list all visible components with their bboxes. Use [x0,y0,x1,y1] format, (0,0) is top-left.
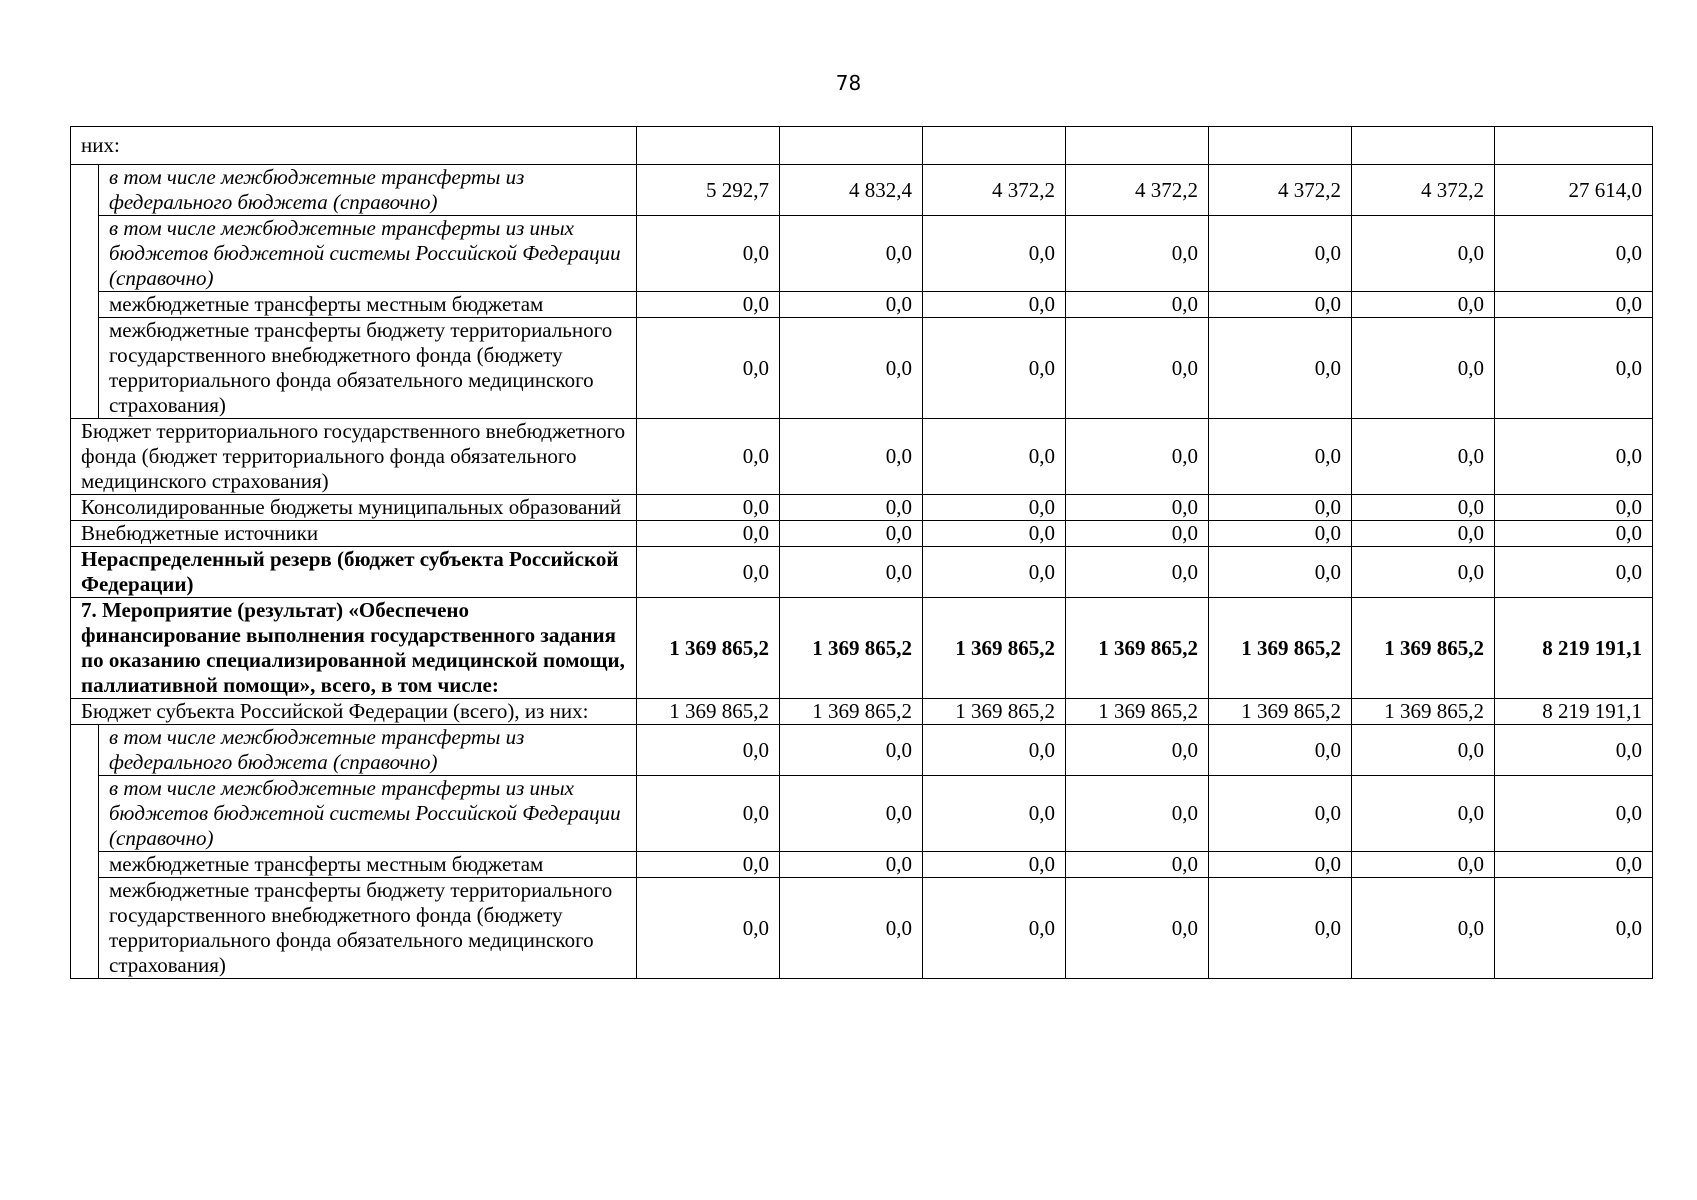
value-cell: 1 369 865,2 [780,598,923,699]
row-label: в том числе межбюджетные трансферты из федерального бюджета (справочно) [99,165,637,216]
value-cell: 0,0 [780,878,923,979]
value-cell [1352,127,1495,165]
value-cell: 0,0 [637,521,780,547]
table-row [71,318,1653,419]
value-cell: 0,0 [923,852,1066,878]
value-cell: 0,0 [1495,852,1653,878]
value-cell: 5 292,7 [637,165,780,216]
value-cell: 0,0 [637,495,780,521]
row-label: межбюджетные трансферты бюджету территориального государственного внебюджетного фонда (бюджету территориального фонда обязательного медицинского страхования) [99,318,637,419]
row-label: межбюджетные трансферты местным бюджетам [99,292,637,318]
value-cell: 0,0 [637,878,780,979]
value-cell: 0,0 [637,547,780,598]
value-cell: 0,0 [1495,292,1653,318]
value-cell [1066,127,1209,165]
row-label: в том числе межбюджетные трансферты из иных бюджетов бюджетной системы Российской Федерации (справочно) [99,776,637,852]
value-cell: 0,0 [1495,318,1653,419]
value-cell: 1 369 865,2 [637,598,780,699]
value-cell: 0,0 [1066,852,1209,878]
table-row [71,725,1653,776]
row-label: Бюджет территориального государственного внебюджетного фонда (бюджет территориального фонда обязательного медицинского страхования) [71,419,637,495]
value-cell: 0,0 [923,216,1066,292]
table-row [71,878,1653,979]
value-cell: 1 369 865,2 [780,699,923,725]
value-cell: 0,0 [1352,292,1495,318]
value-cell: 0,0 [637,419,780,495]
value-cell: 0,0 [1352,216,1495,292]
table-row [71,495,1653,521]
value-cell: 0,0 [1066,216,1209,292]
value-cell: 1 369 865,2 [1066,699,1209,725]
page-number: 78 [835,71,862,95]
value-cell: 0,0 [637,292,780,318]
row-label: в том числе межбюджетные трансферты из иных бюджетов бюджетной системы Российской Федерации (справочно) [99,216,637,292]
row-label: Внебюджетные источники [71,521,637,547]
value-cell: 0,0 [780,216,923,292]
value-cell: 0,0 [1352,852,1495,878]
value-cell: 0,0 [637,776,780,852]
value-cell: 4 372,2 [1209,165,1352,216]
value-cell: 0,0 [1209,725,1352,776]
value-cell: 0,0 [1066,495,1209,521]
value-cell: 0,0 [1352,318,1495,419]
value-cell: 0,0 [780,547,923,598]
row-label: межбюджетные трансферты местным бюджетам [99,852,637,878]
row-label: в том числе межбюджетные трансферты из федерального бюджета (справочно) [99,725,637,776]
value-cell: 0,0 [1209,318,1352,419]
value-cell: 0,0 [1209,547,1352,598]
value-cell: 0,0 [1209,776,1352,852]
budget-table-body [71,127,1653,979]
value-cell: 0,0 [1352,495,1495,521]
value-cell [780,127,923,165]
value-cell: 4 832,4 [780,165,923,216]
value-cell: 27 614,0 [1495,165,1653,216]
value-cell: 0,0 [1352,878,1495,979]
table-row [71,419,1653,495]
value-cell: 0,0 [1066,318,1209,419]
value-cell: 0,0 [1066,547,1209,598]
value-cell: 0,0 [637,725,780,776]
value-cell: 0,0 [1066,776,1209,852]
value-cell [1495,127,1653,165]
value-cell: 4 372,2 [923,165,1066,216]
value-cell: 0,0 [923,725,1066,776]
table-row [71,216,1653,292]
table-row [71,598,1653,699]
value-cell: 1 369 865,2 [923,598,1066,699]
value-cell: 0,0 [1495,776,1653,852]
value-cell: 0,0 [923,547,1066,598]
value-cell: 0,0 [1209,521,1352,547]
table-row [71,699,1653,725]
value-cell: 0,0 [1066,292,1209,318]
value-cell: 0,0 [1209,878,1352,979]
value-cell: 0,0 [780,852,923,878]
budget-table [70,126,1653,979]
value-cell: 4 372,2 [1352,165,1495,216]
value-cell: 0,0 [1495,419,1653,495]
value-cell: 0,0 [780,725,923,776]
row-label: Нераспределенный резерв (бюджет субъекта Российской Федерации) [71,547,637,598]
value-cell: 0,0 [1495,725,1653,776]
value-cell: 0,0 [923,878,1066,979]
table-row [71,521,1653,547]
value-cell: 0,0 [780,776,923,852]
value-cell: 8 219 191,1 [1495,699,1653,725]
value-cell: 8 219 191,1 [1495,598,1653,699]
value-cell: 1 369 865,2 [923,699,1066,725]
value-cell: 0,0 [637,216,780,292]
row-label: межбюджетные трансферты бюджету территориального государственного внебюджетного фонда (бюджету территориального фонда обязательного медицинского страхования) [99,878,637,979]
table-row [71,292,1653,318]
indent-cell [71,725,99,979]
value-cell: 0,0 [1495,521,1653,547]
value-cell: 0,0 [1209,495,1352,521]
value-cell: 4 372,2 [1066,165,1209,216]
value-cell: 0,0 [923,318,1066,419]
value-cell: 0,0 [1352,547,1495,598]
table-row [71,127,1653,165]
value-cell: 0,0 [923,292,1066,318]
row-label: 7. Мероприятие (результат) «Обеспечено финансирование выполнения государственного задания по оказанию специализированной медицинской помощи, паллиативной помощи», всего, в том числе: [71,598,637,699]
value-cell: 1 369 865,2 [1352,598,1495,699]
value-cell: 0,0 [1066,419,1209,495]
value-cell: 0,0 [923,776,1066,852]
value-cell: 0,0 [780,521,923,547]
value-cell: 0,0 [923,419,1066,495]
value-cell: 1 369 865,2 [1066,598,1209,699]
value-cell: 0,0 [1209,292,1352,318]
row-label: них: [71,127,637,165]
value-cell: 0,0 [780,419,923,495]
indent-cell [71,165,99,419]
value-cell: 0,0 [1209,216,1352,292]
value-cell: 0,0 [1352,776,1495,852]
value-cell: 0,0 [1209,419,1352,495]
value-cell: 0,0 [1066,878,1209,979]
value-cell: 0,0 [1352,725,1495,776]
value-cell [923,127,1066,165]
value-cell: 1 369 865,2 [1209,598,1352,699]
value-cell: 0,0 [1352,419,1495,495]
value-cell: 1 369 865,2 [637,699,780,725]
value-cell: 0,0 [637,852,780,878]
table-row [71,776,1653,852]
value-cell: 0,0 [923,495,1066,521]
table-row [71,547,1653,598]
table-row [71,852,1653,878]
value-cell: 0,0 [1495,495,1653,521]
value-cell: 0,0 [1066,725,1209,776]
value-cell: 0,0 [1495,216,1653,292]
value-cell: 0,0 [1209,852,1352,878]
value-cell: 0,0 [780,318,923,419]
table-row [71,165,1653,216]
value-cell: 1 369 865,2 [1209,699,1352,725]
row-label: Бюджет субъекта Российской Федерации (всего), из них: [71,699,637,725]
value-cell [637,127,780,165]
value-cell: 0,0 [780,495,923,521]
value-cell: 0,0 [1495,878,1653,979]
row-label: Консолидированные бюджеты муниципальных образований [71,495,637,521]
value-cell: 0,0 [637,318,780,419]
value-cell: 0,0 [1495,547,1653,598]
value-cell: 0,0 [1352,521,1495,547]
value-cell: 0,0 [1066,521,1209,547]
value-cell [1209,127,1352,165]
value-cell: 1 369 865,2 [1352,699,1495,725]
value-cell: 0,0 [780,292,923,318]
value-cell: 0,0 [923,521,1066,547]
